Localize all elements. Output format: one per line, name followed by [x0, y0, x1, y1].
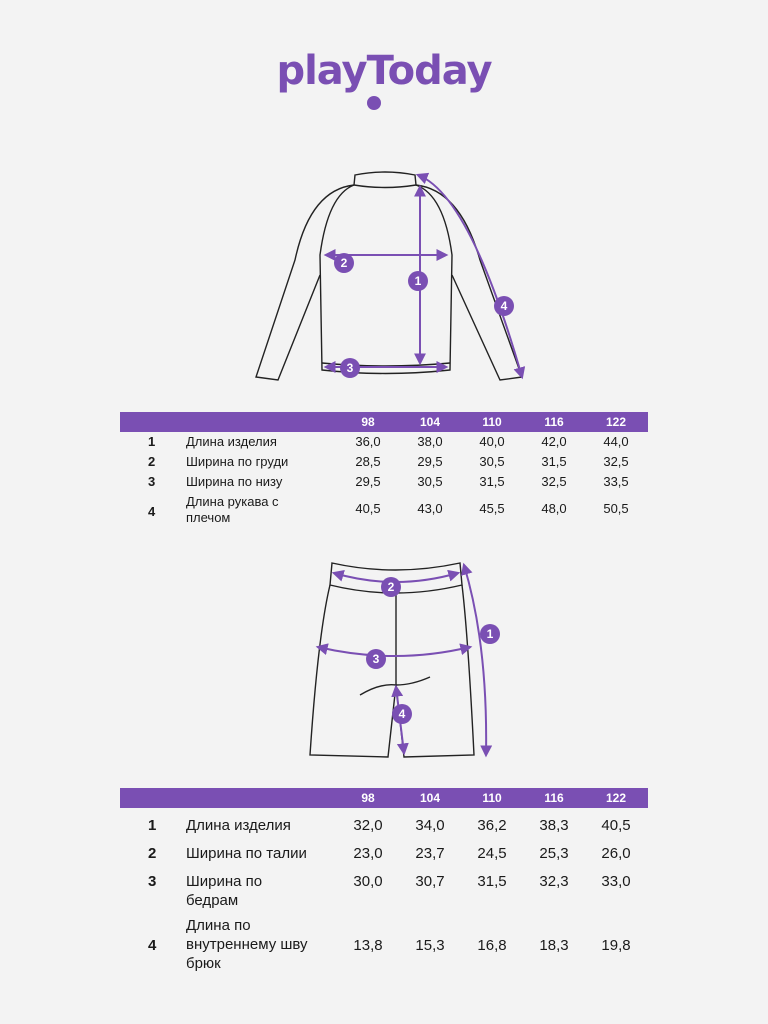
row-number: 3: [148, 474, 156, 489]
table-row: [120, 817, 648, 845]
marker-label-3: 3: [372, 652, 380, 666]
row-number: 4: [148, 937, 157, 954]
cell: 30,7: [415, 873, 445, 890]
logo-dot: [367, 96, 381, 110]
table-row: [120, 434, 648, 454]
cell: 36,0: [355, 434, 381, 449]
cell: 38,3: [539, 817, 569, 834]
cell: 40,0: [479, 434, 505, 449]
cell: 31,5: [479, 474, 505, 489]
cell: 29,5: [417, 454, 443, 469]
table-row: [120, 845, 648, 873]
size-col: 110: [482, 791, 502, 805]
cell: 48,0: [541, 501, 567, 516]
cell: 26,0: [601, 845, 631, 862]
cell: 33,5: [603, 474, 629, 489]
row-number: 4: [148, 504, 156, 519]
cell: 31,5: [541, 454, 567, 469]
cell: 34,0: [415, 817, 445, 834]
row-name: Длина изделия: [186, 434, 277, 449]
marker-label-1: 1: [486, 627, 494, 641]
cell: 32,3: [539, 873, 569, 890]
marker-label-2: 2: [340, 256, 348, 270]
cell: 32,5: [541, 474, 567, 489]
cell: 32,0: [353, 817, 383, 834]
cell: 19,8: [601, 937, 631, 954]
cell: 32,5: [603, 454, 629, 469]
tops-table-header: [120, 412, 648, 432]
size-col: 122: [605, 415, 627, 429]
cell: 31,5: [477, 873, 507, 890]
cell: 30,0: [353, 873, 383, 890]
size-col: 116: [544, 415, 564, 429]
size-col: 122: [605, 791, 627, 805]
row-number: 3: [148, 873, 157, 890]
row-name: Ширина по талии: [186, 845, 307, 862]
cell: 29,5: [355, 474, 381, 489]
cell: 30,5: [479, 454, 505, 469]
cell: 40,5: [601, 817, 631, 834]
cell: 50,5: [603, 501, 629, 516]
table-row: [120, 917, 648, 977]
cell: 18,3: [539, 937, 569, 954]
cell: 25,3: [539, 845, 569, 862]
table-row: [120, 474, 648, 494]
cell: 30,5: [417, 474, 443, 489]
table-row: [120, 873, 648, 917]
cell: 24,5: [477, 845, 507, 862]
cell: 43,0: [417, 501, 443, 516]
cell: 33,0: [601, 873, 631, 890]
row-number: 2: [148, 454, 156, 469]
table-row: [120, 454, 648, 474]
row-name: Ширина по бедрам: [186, 873, 263, 909]
row-name: Длина рукава с плечом: [186, 494, 279, 526]
row-name: Длина по внутреннему шву брюк: [186, 917, 308, 972]
row-name: Ширина по низу: [186, 474, 283, 489]
cell: 38,0: [417, 434, 443, 449]
top-garment-diagram: [240, 165, 540, 390]
bottoms-size-table: [120, 788, 648, 972]
brand-logo: playToday: [276, 48, 492, 94]
row-number: 1: [148, 817, 157, 834]
tops-size-table: [120, 412, 648, 526]
cell: 42,0: [541, 434, 567, 449]
size-col: 104: [419, 415, 441, 429]
marker-label-4: 4: [500, 299, 508, 313]
row-name: Ширина по груди: [186, 454, 289, 469]
cell: 23,7: [415, 845, 445, 862]
size-col: 98: [361, 415, 375, 429]
row-number: 1: [148, 434, 156, 449]
table-row: [120, 494, 648, 528]
cell: 36,2: [477, 817, 507, 834]
cell: 44,0: [603, 434, 629, 449]
size-col: 110: [482, 415, 502, 429]
cell: 45,5: [479, 501, 505, 516]
cell: 16,8: [477, 937, 507, 954]
cell: 15,3: [415, 937, 445, 954]
row-name: Длина изделия: [186, 817, 291, 834]
size-col: 104: [419, 791, 441, 805]
cell: 28,5: [355, 454, 381, 469]
row-number: 2: [148, 845, 157, 862]
marker-label-3: 3: [346, 361, 354, 375]
size-col: 98: [361, 791, 375, 805]
marker-label-4: 4: [398, 707, 406, 721]
bottom-garment-diagram: [300, 555, 510, 765]
cell: 23,0: [353, 845, 383, 862]
cell: 40,5: [355, 501, 381, 516]
marker-label-1: 1: [414, 274, 422, 288]
size-col: 116: [544, 791, 564, 805]
bottoms-table-header: [120, 788, 648, 808]
cell: 13,8: [353, 937, 383, 954]
marker-label-2: 2: [387, 580, 395, 594]
